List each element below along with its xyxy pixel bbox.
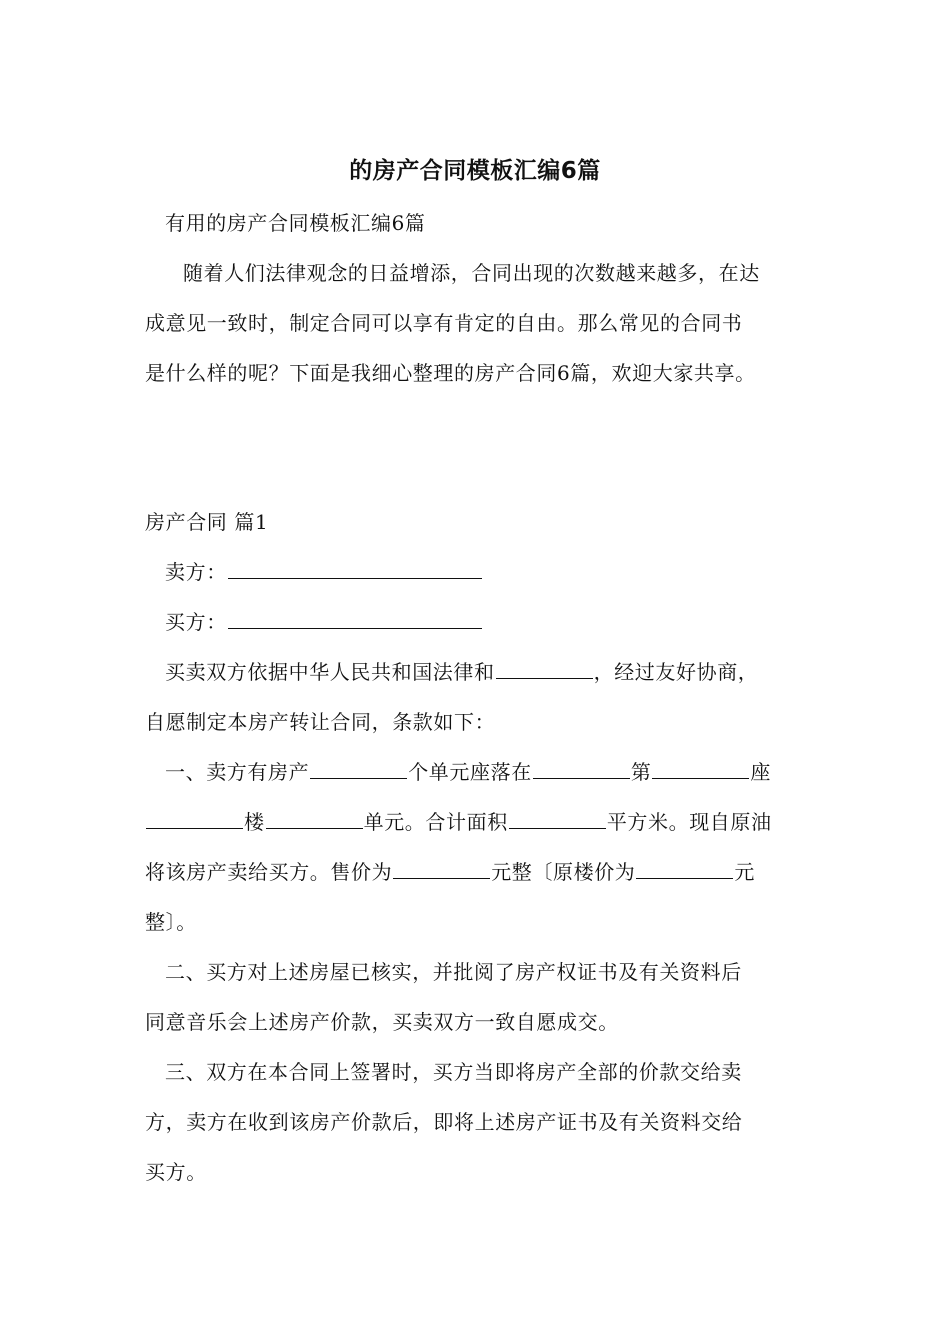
clause1-text-i: 元整〔原楼价为 — [491, 860, 636, 884]
intro-line-1: 随着人们法律观念的日益增添，合同出现的次数越来越多，在达 — [183, 261, 760, 285]
clause1-text-g: 平方米。现自原油 — [606, 810, 772, 834]
seller-label: 卖方： — [165, 560, 227, 584]
buyer-field — [165, 607, 483, 637]
property-count-blank — [310, 758, 407, 779]
clause1-text-j: 元 — [734, 860, 756, 884]
clause3-line-3: 买方。 — [145, 1160, 207, 1184]
intro-line-2: 成意见一致时，制定合同可以享有肯定的自由。那么常见的合同书 — [145, 311, 743, 335]
clause3-line-2: 方，卖方在收到该房产价款后，即将上述房产证书及有关资料交给 — [145, 1110, 743, 1134]
clause1-text-a: 一、卖方有房产 — [165, 760, 310, 784]
buyer-label: 买方： — [165, 610, 227, 634]
intro-line-3: 是什么样的呢？下面是我细心整理的房产合同6篇，欢迎大家共享。 — [145, 361, 756, 385]
location-blank — [533, 758, 630, 779]
document-subtitle: 有用的房产合同模板汇编6篇 — [165, 211, 426, 235]
price-blank — [393, 858, 490, 879]
clause2-line-2: 同意音乐会上述房产价款，买卖双方一致自愿成交。 — [145, 1010, 619, 1034]
clause1-line-4: 整〕。 — [145, 910, 197, 934]
law-blank — [496, 658, 593, 679]
clause1-text-c: 第 — [630, 760, 652, 784]
clause2-line-1: 二、买方对上述房屋已核实，并批阅了房产权证书及有关资料后 — [165, 960, 742, 984]
clause1-text-h: 将该房产卖给买方。售价为 — [145, 860, 393, 884]
para1-text-a: 买卖双方依据中华人民共和国法律和 — [165, 660, 495, 684]
unit-blank — [266, 808, 363, 829]
floor-blank — [146, 808, 243, 829]
clause1-text-e: 楼 — [244, 810, 265, 834]
clause1-text-d: 座 — [750, 760, 772, 784]
clause1-line-2 — [145, 807, 772, 837]
document-title: 的房产合同模板汇编6篇 — [349, 158, 601, 184]
seller-blank — [228, 558, 482, 579]
original-price-blank — [636, 858, 733, 879]
clause3-line-1: 三、双方在本合同上签署时，买方当即将房产全部的价款交给卖 — [165, 1060, 742, 1084]
clause1-text-b: 个单元座落在 — [408, 760, 532, 784]
clause1-text-f: 单元。合计面积 — [363, 810, 508, 834]
clause1-line-1 — [165, 757, 771, 787]
section-heading: 房产合同 篇1 — [145, 510, 269, 534]
buyer-blank — [228, 608, 482, 629]
para1-line-1 — [165, 657, 758, 687]
clause1-line-3 — [145, 857, 755, 887]
para1-text-b: ，经过友好协商， — [593, 660, 759, 684]
area-blank — [509, 808, 606, 829]
building-number-blank — [652, 758, 749, 779]
seller-field — [165, 557, 483, 587]
para1-line-2: 自愿制定本房产转让合同，条款如下： — [145, 710, 496, 734]
